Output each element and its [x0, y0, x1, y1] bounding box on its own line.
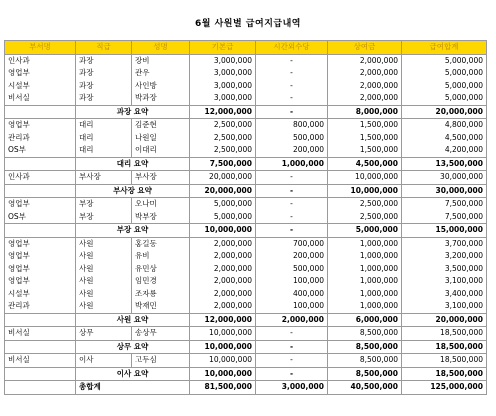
cell-name[interactable]: 부사장	[132, 171, 190, 185]
cell-name[interactable]: 송상무	[132, 327, 190, 341]
cell-bonus[interactable]: 8,000,000	[328, 105, 402, 119]
cell-base-pay[interactable]: 20,000,000	[190, 184, 256, 198]
cell-name[interactable]: 박부장	[132, 211, 190, 224]
cell-bonus[interactable]: 4,500,000	[328, 157, 402, 171]
cell-dept[interactable]	[5, 340, 76, 354]
cell-base-pay[interactable]: 2,000,000	[190, 263, 256, 276]
cell-total[interactable]: 18,500,000	[402, 327, 487, 341]
cell-overtime[interactable]: -	[256, 327, 328, 341]
cell-overtime[interactable]: 200,000	[256, 250, 328, 263]
subtotal-label[interactable]: 부장 요약	[76, 224, 190, 238]
cell-dept[interactable]	[5, 157, 76, 171]
cell-name[interactable]: 오나미	[132, 198, 190, 211]
cell-base-pay[interactable]: 2,000,000	[190, 250, 256, 263]
table-row	[5, 80, 487, 93]
cell-total[interactable]: 15,000,000	[402, 224, 487, 238]
subtotal-label[interactable]: 상무 요약	[76, 340, 190, 354]
cell-base-pay[interactable]: 2,000,000	[190, 300, 256, 313]
subtotal-row	[5, 367, 487, 381]
grand-total-label[interactable]: 총합계	[76, 381, 190, 395]
cell-total[interactable]: 3,200,000	[402, 250, 487, 263]
cell-overtime[interactable]: -	[256, 54, 328, 67]
table-row	[5, 144, 487, 157]
header-row	[5, 41, 487, 55]
cell-name[interactable]: 박과장	[132, 92, 190, 105]
cell-total[interactable]: 3,400,000	[402, 288, 487, 301]
cell-base-pay[interactable]: 3,000,000	[190, 54, 256, 67]
cell-total[interactable]: 18,500,000	[402, 367, 487, 381]
cell-overtime[interactable]: 100,000	[256, 300, 328, 313]
cell-rank[interactable]: 대리	[76, 144, 132, 157]
subtotal-row	[5, 184, 487, 198]
cell-overtime[interactable]: 100,000	[256, 275, 328, 288]
cell-rank[interactable]: 과장	[76, 80, 132, 93]
cell-rank[interactable]: 사원	[76, 250, 132, 263]
cell-overtime[interactable]: 500,000	[256, 263, 328, 276]
cell-base-pay[interactable]: 3,000,000	[190, 67, 256, 80]
cell-rank[interactable]: 과장	[76, 54, 132, 67]
subtotal-label[interactable]: 대리 요약	[76, 157, 190, 171]
sheet-title: 6월 사원별 급여지급내역	[195, 19, 301, 29]
table-row	[5, 198, 487, 211]
cell-rank[interactable]: 사원	[76, 263, 132, 276]
cell-base-pay[interactable]: 10,000,000	[190, 354, 256, 368]
cell-name[interactable]: 홍길동	[132, 237, 190, 250]
cell-base-pay[interactable]: 7,500,000	[190, 157, 256, 171]
cell-bonus[interactable]: 2,000,000	[328, 92, 402, 105]
cell-name[interactable]: 임민경	[132, 275, 190, 288]
cell-name[interactable]: 관우	[132, 67, 190, 80]
cell-dept[interactable]: 시설부	[5, 288, 76, 301]
header-rank[interactable]: 직급	[76, 41, 132, 55]
header-name[interactable]: 성명	[132, 41, 190, 55]
subtotal-row	[5, 340, 487, 354]
cell-bonus[interactable]: 2,500,000	[328, 211, 402, 224]
header-bonus[interactable]: 상여금	[328, 41, 402, 55]
table-row	[5, 250, 487, 263]
payroll-table	[4, 40, 487, 395]
cell-dept[interactable]: 영업부	[5, 198, 76, 211]
cell-overtime[interactable]: -	[256, 80, 328, 93]
table-row	[5, 171, 487, 185]
cell-dept[interactable]: 비서실	[5, 354, 76, 368]
table-row	[5, 211, 487, 224]
cell-base-pay[interactable]: 2,000,000	[190, 275, 256, 288]
cell-dept[interactable]: 인사과	[5, 54, 76, 67]
cell-total[interactable]: 5,000,000	[402, 80, 487, 93]
cell-name[interactable]: 고두심	[132, 354, 190, 368]
cell-dept[interactable]: 영업부	[5, 263, 76, 276]
cell-overtime[interactable]: -	[256, 354, 328, 368]
cell-bonus[interactable]: 8,500,000	[328, 367, 402, 381]
cell-base-pay[interactable]: 10,000,000	[190, 367, 256, 381]
cell-total[interactable]: 125,000,000	[402, 381, 487, 395]
cell-base-pay[interactable]: 10,000,000	[190, 327, 256, 341]
cell-total[interactable]: 13,500,000	[402, 157, 487, 171]
cell-dept[interactable]: 영업부	[5, 275, 76, 288]
table-row	[5, 327, 487, 341]
cell-total[interactable]: 4,500,000	[402, 132, 487, 145]
cell-name[interactable]: 이대리	[132, 144, 190, 157]
cell-base-pay[interactable]: 5,000,000	[190, 198, 256, 211]
cell-total[interactable]: 30,000,000	[402, 171, 487, 185]
cell-rank[interactable]: 사원	[76, 288, 132, 301]
cell-rank[interactable]: 과장	[76, 67, 132, 80]
cell-dept[interactable]	[5, 105, 76, 119]
cell-rank[interactable]: 부장	[76, 211, 132, 224]
cell-bonus[interactable]: 1,000,000	[328, 237, 402, 250]
cell-name[interactable]: 장비	[132, 54, 190, 67]
cell-total[interactable]: 3,700,000	[402, 237, 487, 250]
table-row	[5, 354, 487, 368]
cell-bonus[interactable]: 1,000,000	[328, 288, 402, 301]
cell-dept[interactable]: 영업부	[5, 237, 76, 250]
cell-base-pay[interactable]: 3,000,000	[190, 92, 256, 105]
cell-bonus[interactable]: 1,000,000	[328, 275, 402, 288]
cell-dept[interactable]	[5, 367, 76, 381]
cell-overtime[interactable]: -	[256, 105, 328, 119]
table-row	[5, 300, 487, 313]
table-row	[5, 275, 487, 288]
subtotal-row	[5, 157, 487, 171]
subtotal-row	[5, 224, 487, 238]
cell-bonus[interactable]: 6,000,000	[328, 313, 402, 327]
table-row	[5, 119, 487, 132]
cell-rank[interactable]: 부장	[76, 198, 132, 211]
cell-overtime[interactable]: -	[256, 198, 328, 211]
subtotal-label[interactable]: 이사 요약	[76, 367, 190, 381]
cell-dept[interactable]	[5, 184, 76, 198]
cell-overtime[interactable]: 400,000	[256, 288, 328, 301]
cell-overtime[interactable]: 700,000	[256, 237, 328, 250]
cell-base-pay[interactable]: 2,000,000	[190, 237, 256, 250]
cell-dept[interactable]: 비서실	[5, 327, 76, 341]
cell-base-pay[interactable]: 10,000,000	[190, 340, 256, 354]
cell-dept[interactable]: OS부	[5, 211, 76, 224]
cell-bonus[interactable]: 10,000,000	[328, 184, 402, 198]
cell-bonus[interactable]: 2,000,000	[328, 54, 402, 67]
cell-name[interactable]: 조자룡	[132, 288, 190, 301]
cell-bonus[interactable]: 2,000,000	[328, 67, 402, 80]
cell-total[interactable]: 4,200,000	[402, 144, 487, 157]
cell-overtime[interactable]: 1,000,000	[256, 157, 328, 171]
cell-base-pay[interactable]: 2,500,000	[190, 144, 256, 157]
cell-bonus[interactable]: 1,500,000	[328, 132, 402, 145]
cell-base-pay[interactable]: 12,000,000	[190, 105, 256, 119]
cell-overtime[interactable]: -	[256, 171, 328, 185]
cell-overtime[interactable]: -	[256, 211, 328, 224]
cell-overtime[interactable]: -	[256, 67, 328, 80]
subtotal-label[interactable]: 과장 요약	[76, 105, 190, 119]
cell-overtime[interactable]: -	[256, 340, 328, 354]
cell-bonus[interactable]: 40,500,000	[328, 381, 402, 395]
cell-total[interactable]: 3,100,000	[402, 275, 487, 288]
cell-total[interactable]: 30,000,000	[402, 184, 487, 198]
cell-base-pay[interactable]: 5,000,000	[190, 211, 256, 224]
cell-total[interactable]: 4,800,000	[402, 119, 487, 132]
cell-bonus[interactable]: 2,000,000	[328, 80, 402, 93]
cell-total[interactable]: 3,100,000	[402, 300, 487, 313]
subtotal-label[interactable]: 부사장 요약	[76, 184, 190, 198]
cell-dept[interactable]: 인사과	[5, 171, 76, 185]
cell-rank[interactable]: 상무	[76, 327, 132, 341]
subtotal-row	[5, 105, 487, 119]
cell-base-pay[interactable]: 2,500,000	[190, 132, 256, 145]
cell-base-pay[interactable]: 3,000,000	[190, 80, 256, 93]
header-dept[interactable]: 부서명	[5, 41, 76, 55]
cell-bonus[interactable]: 1,500,000	[328, 144, 402, 157]
cell-base-pay[interactable]: 20,000,000	[190, 171, 256, 185]
cell-bonus[interactable]: 5,000,000	[328, 224, 402, 238]
table-row	[5, 92, 487, 105]
subtotal-label[interactable]: 사원 요약	[76, 313, 190, 327]
cell-dept[interactable]	[5, 313, 76, 327]
cell-rank[interactable]: 사원	[76, 300, 132, 313]
cell-dept[interactable]: 영업부	[5, 119, 76, 132]
cell-name[interactable]: 나원일	[132, 132, 190, 145]
cell-bonus[interactable]: 1,000,000	[328, 250, 402, 263]
cell-total[interactable]: 3,500,000	[402, 263, 487, 276]
cell-total[interactable]: 7,500,000	[402, 198, 487, 211]
cell-rank[interactable]: 대리	[76, 119, 132, 132]
cell-bonus[interactable]: 8,500,000	[328, 354, 402, 368]
cell-base-pay[interactable]: 12,000,000	[190, 313, 256, 327]
cell-base-pay[interactable]: 10,000,000	[190, 224, 256, 238]
cell-dept[interactable]: OS부	[5, 144, 76, 157]
cell-overtime[interactable]: 3,000,000	[256, 381, 328, 395]
cell-rank[interactable]: 사원	[76, 275, 132, 288]
cell-bonus[interactable]: 2,500,000	[328, 198, 402, 211]
cell-overtime[interactable]: -	[256, 367, 328, 381]
cell-overtime[interactable]: -	[256, 224, 328, 238]
cell-overtime[interactable]: 800,000	[256, 119, 328, 132]
cell-rank[interactable]: 대리	[76, 132, 132, 145]
cell-base-pay[interactable]: 2,000,000	[190, 288, 256, 301]
cell-dept[interactable]: 관리과	[5, 132, 76, 145]
cell-bonus[interactable]: 8,500,000	[328, 327, 402, 341]
cell-name[interactable]: 김준현	[132, 119, 190, 132]
cell-total[interactable]: 20,000,000	[402, 313, 487, 327]
cell-base-pay[interactable]: 81,500,000	[190, 381, 256, 395]
cell-rank[interactable]: 과장	[76, 92, 132, 105]
cell-dept[interactable]: 영업부	[5, 250, 76, 263]
cell-bonus[interactable]: 8,500,000	[328, 340, 402, 354]
cell-base-pay[interactable]: 2,500,000	[190, 119, 256, 132]
subtotal-row	[5, 313, 487, 327]
cell-rank[interactable]: 이사	[76, 354, 132, 368]
cell-total[interactable]: 5,000,000	[402, 67, 487, 80]
cell-dept[interactable]: 관리과	[5, 300, 76, 313]
cell-overtime[interactable]: -	[256, 184, 328, 198]
cell-overtime[interactable]: 2,000,000	[256, 313, 328, 327]
cell-rank[interactable]: 부사장	[76, 171, 132, 185]
table-row	[5, 237, 487, 250]
cell-overtime[interactable]: -	[256, 92, 328, 105]
table-row	[5, 288, 487, 301]
cell-dept[interactable]: 영업부	[5, 67, 76, 80]
table-row	[5, 67, 487, 80]
grand-total-row	[5, 381, 487, 395]
cell-bonus[interactable]: 1,500,000	[328, 119, 402, 132]
cell-dept[interactable]	[5, 381, 76, 395]
cell-rank[interactable]: 사원	[76, 237, 132, 250]
header-total[interactable]: 급여합계	[402, 41, 487, 55]
cell-bonus[interactable]: 1,000,000	[328, 300, 402, 313]
cell-bonus[interactable]: 1,000,000	[328, 263, 402, 276]
cell-overtime[interactable]: 200,000	[256, 144, 328, 157]
cell-name[interactable]: 박재민	[132, 300, 190, 313]
cell-dept[interactable]: 시설부	[5, 80, 76, 93]
cell-name[interactable]: 유비	[132, 250, 190, 263]
cell-bonus[interactable]: 10,000,000	[328, 171, 402, 185]
table-row	[5, 54, 487, 67]
cell-total[interactable]: 5,000,000	[402, 54, 487, 67]
cell-name[interactable]: 사인방	[132, 80, 190, 93]
header-base-pay[interactable]: 기본급	[190, 41, 256, 55]
cell-overtime[interactable]: 500,000	[256, 132, 328, 145]
cell-total[interactable]: 18,500,000	[402, 354, 487, 368]
cell-name[interactable]: 유민상	[132, 263, 190, 276]
header-overtime[interactable]: 시간외수당	[256, 41, 328, 55]
cell-total[interactable]: 20,000,000	[402, 105, 487, 119]
cell-total[interactable]: 18,500,000	[402, 340, 487, 354]
cell-total[interactable]: 5,000,000	[402, 92, 487, 105]
table-row	[5, 132, 487, 145]
cell-total[interactable]: 7,500,000	[402, 211, 487, 224]
table-row	[5, 263, 487, 276]
cell-dept[interactable]	[5, 224, 76, 238]
cell-dept[interactable]: 비서실	[5, 92, 76, 105]
